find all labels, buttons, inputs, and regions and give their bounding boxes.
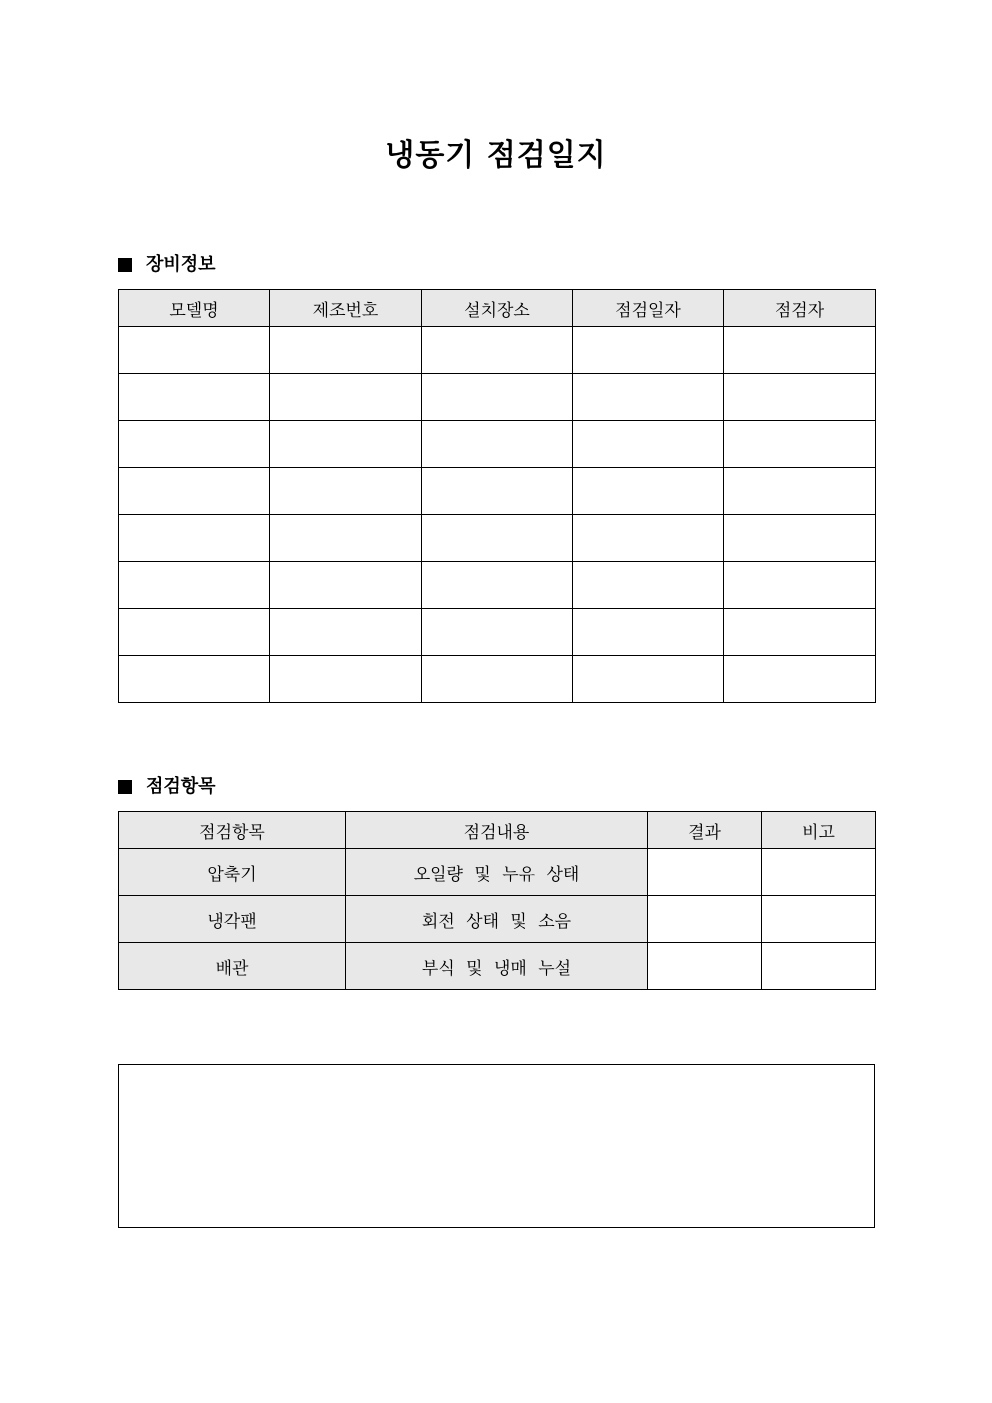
serial-cell[interactable] <box>270 468 422 515</box>
table-row <box>119 943 876 990</box>
location-cell[interactable] <box>422 515 573 562</box>
column-header-inspector: 점검자 <box>724 290 876 327</box>
column-header-note: 비고 <box>762 812 876 849</box>
inspection-section-title: 점검항목 <box>146 776 216 797</box>
item-cell: 압축기 <box>119 849 346 896</box>
location-cell[interactable] <box>422 609 573 656</box>
column-header-date: 점검일자 <box>573 290 724 327</box>
content-cell: 오일량 및 누유 상태 <box>346 849 648 896</box>
serial-cell[interactable] <box>270 421 422 468</box>
table-row <box>119 562 876 609</box>
inspection-header-row <box>119 812 876 849</box>
table-row <box>119 849 876 896</box>
notes-box[interactable] <box>118 1064 875 1228</box>
inspector-cell[interactable] <box>724 374 876 421</box>
content-cell: 회전 상태 및 소음 <box>346 896 648 943</box>
content-cell: 부식 및 냉매 누설 <box>346 943 648 990</box>
document-title: 냉동기 점검일지 <box>385 138 607 173</box>
note-cell[interactable] <box>762 943 876 990</box>
column-header-result: 결과 <box>648 812 762 849</box>
result-cell[interactable] <box>648 849 762 896</box>
serial-cell[interactable] <box>270 609 422 656</box>
result-cell[interactable] <box>648 896 762 943</box>
serial-cell[interactable] <box>270 562 422 609</box>
serial-cell[interactable] <box>270 515 422 562</box>
note-cell[interactable] <box>762 849 876 896</box>
table-row <box>119 515 876 562</box>
model-cell[interactable] <box>119 656 270 703</box>
serial-cell[interactable] <box>270 374 422 421</box>
inspector-cell[interactable] <box>724 656 876 703</box>
inspector-cell[interactable] <box>724 327 876 374</box>
table-row <box>119 656 876 703</box>
table-row <box>119 421 876 468</box>
location-cell[interactable] <box>422 374 573 421</box>
date-cell[interactable] <box>573 656 724 703</box>
inspector-cell[interactable] <box>724 515 876 562</box>
model-cell[interactable] <box>119 327 270 374</box>
column-header-location: 설치장소 <box>422 290 573 327</box>
note-cell[interactable] <box>762 896 876 943</box>
item-cell: 냉각팬 <box>119 896 346 943</box>
column-header-serial: 제조번호 <box>270 290 422 327</box>
location-cell[interactable] <box>422 656 573 703</box>
model-cell[interactable] <box>119 468 270 515</box>
equipment-table <box>118 289 876 703</box>
serial-cell[interactable] <box>270 656 422 703</box>
column-header-item: 점검항목 <box>119 812 346 849</box>
date-cell[interactable] <box>573 562 724 609</box>
location-cell[interactable] <box>422 562 573 609</box>
equipment-section-title: 장비정보 <box>146 254 216 275</box>
item-cell: 배관 <box>119 943 346 990</box>
serial-cell[interactable] <box>270 327 422 374</box>
inspector-cell[interactable] <box>724 609 876 656</box>
table-row <box>119 896 876 943</box>
column-header-content: 점검내용 <box>346 812 648 849</box>
table-row <box>119 468 876 515</box>
date-cell[interactable] <box>573 327 724 374</box>
date-cell[interactable] <box>573 609 724 656</box>
location-cell[interactable] <box>422 468 573 515</box>
date-cell[interactable] <box>573 421 724 468</box>
date-cell[interactable] <box>573 374 724 421</box>
inspector-cell[interactable] <box>724 468 876 515</box>
equipment-section-heading <box>118 253 216 277</box>
model-cell[interactable] <box>119 421 270 468</box>
square-bullet-icon <box>118 780 132 794</box>
date-cell[interactable] <box>573 515 724 562</box>
location-cell[interactable] <box>422 421 573 468</box>
table-row <box>119 609 876 656</box>
result-cell[interactable] <box>648 943 762 990</box>
inspection-table <box>118 811 876 990</box>
equipment-header-row <box>119 290 876 327</box>
date-cell[interactable] <box>573 468 724 515</box>
square-bullet-icon <box>118 258 132 272</box>
model-cell[interactable] <box>119 609 270 656</box>
inspector-cell[interactable] <box>724 421 876 468</box>
inspector-cell[interactable] <box>724 562 876 609</box>
column-header-model: 모델명 <box>119 290 270 327</box>
location-cell[interactable] <box>422 327 573 374</box>
table-row <box>119 374 876 421</box>
model-cell[interactable] <box>119 562 270 609</box>
inspection-section-heading <box>118 775 216 799</box>
table-row <box>119 327 876 374</box>
model-cell[interactable] <box>119 515 270 562</box>
model-cell[interactable] <box>119 374 270 421</box>
